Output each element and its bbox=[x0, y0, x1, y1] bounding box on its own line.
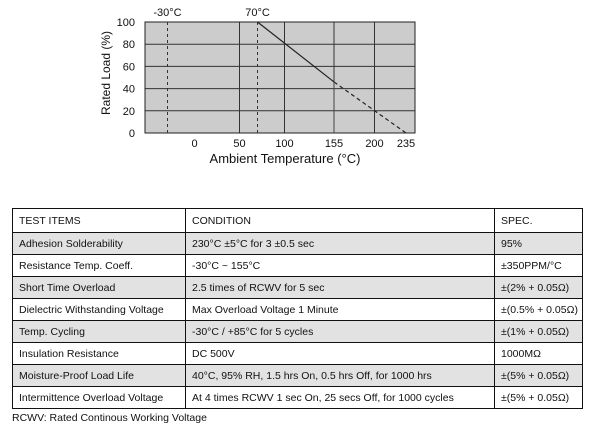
y-tick-label: 100 bbox=[116, 17, 135, 29]
condition-cell: At 4 times RCWV 1 sec On, 25 secs Off, for 1000 cycles bbox=[186, 387, 495, 409]
condition-cell: Max Overload Voltage 1 Minute bbox=[186, 299, 495, 321]
test-item-cell: Temp. Cycling bbox=[13, 321, 186, 343]
spec-cell: 95% bbox=[495, 233, 583, 255]
x-tick-label: 155 bbox=[324, 138, 344, 150]
x-axis-label: Ambient Temperature (°C) bbox=[209, 151, 361, 166]
condition-cell: -30°C ~ 155°C bbox=[186, 255, 495, 277]
x-tick-label: 0 bbox=[191, 138, 198, 150]
table-row bbox=[13, 277, 583, 299]
y-tick-label: 20 bbox=[122, 105, 135, 118]
test-item-cell: Intermittence Overload Voltage bbox=[13, 387, 186, 409]
header-test-items: TEST ITEMS bbox=[13, 209, 186, 233]
table-row bbox=[13, 365, 583, 387]
test-item-cell: Moisture-Proof Load Life bbox=[13, 365, 186, 387]
table-row bbox=[13, 387, 583, 409]
y-tick-label: 80 bbox=[122, 39, 135, 52]
spec-cell: ±(0.5% + 0.05Ω) bbox=[495, 299, 583, 321]
test-item-cell: Insulation Resistance bbox=[13, 343, 186, 365]
condition-cell: 230°C ±5°C for 3 ±0.5 sec bbox=[186, 233, 495, 255]
test-item-cell: Resistance Temp. Coeff. bbox=[13, 255, 186, 277]
derating-chart bbox=[0, 0, 595, 200]
condition-cell: 2.5 times of RCWV for 5 sec bbox=[186, 277, 495, 299]
x-tick-label: 50 bbox=[233, 138, 246, 150]
table-row bbox=[13, 299, 583, 321]
table-row bbox=[13, 255, 583, 277]
x-tick-label: 100 bbox=[275, 138, 294, 150]
table-header-row bbox=[13, 209, 583, 233]
condition-cell: 40°C, 95% RH, 1.5 hrs On, 0.5 hrs Off, for 1000 hrs bbox=[186, 365, 495, 387]
table-row bbox=[13, 233, 583, 255]
y-tick-label: 0 bbox=[128, 128, 135, 140]
spec-cell: ±(1% + 0.05Ω) bbox=[495, 321, 583, 343]
spec-cell: 1000MΩ bbox=[495, 343, 583, 365]
condition-cell: -30°C / +85°C for 5 cycles bbox=[186, 321, 495, 343]
test-item-cell: Short Time Overload bbox=[13, 277, 186, 299]
test-item-cell: Dielectric Withstanding Voltage bbox=[13, 299, 186, 321]
header-spec: SPEC. bbox=[495, 209, 583, 233]
table-row bbox=[13, 321, 583, 343]
spec-cell: ±(2% + 0.05Ω) bbox=[495, 277, 583, 299]
spec-cell: ±(5% + 0.05Ω) bbox=[495, 387, 583, 409]
header-condition: CONDITION bbox=[186, 209, 495, 233]
spec-cell: ±350PPM/°C bbox=[495, 255, 583, 277]
test-item-cell: Adhesion Solderability bbox=[13, 233, 186, 255]
y-tick-label: 40 bbox=[122, 83, 135, 96]
test-spec-table bbox=[12, 208, 583, 409]
reference-line-label: 70°C bbox=[245, 7, 270, 19]
spec-cell: ±(5% + 0.05Ω) bbox=[495, 365, 583, 387]
x-tick-label: 235 bbox=[396, 138, 416, 150]
condition-cell: DC 500V bbox=[186, 343, 495, 365]
reference-line-label: -30°C bbox=[153, 7, 182, 19]
table-row bbox=[13, 343, 583, 365]
x-tick-label: 200 bbox=[365, 138, 384, 150]
footnote: RCWV: Rated Continous Working Voltage bbox=[12, 412, 207, 424]
y-tick-label: 60 bbox=[122, 61, 135, 74]
y-axis-label: Rated Load (%) bbox=[99, 30, 113, 116]
